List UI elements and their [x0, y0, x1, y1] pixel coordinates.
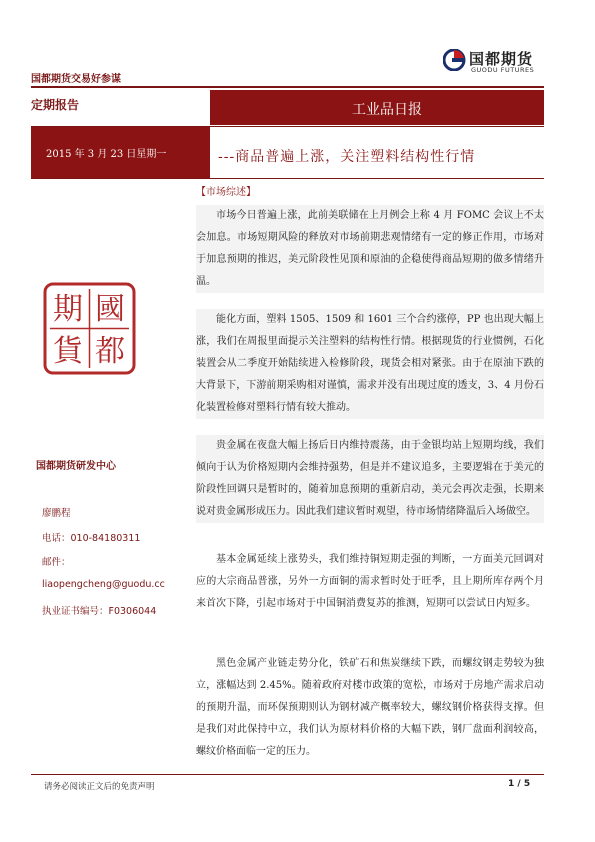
guodu-logo-icon [443, 49, 467, 71]
header-tagline: 国都期货交易好参谋 [31, 74, 121, 85]
report-date: 2015 年 3 月 23 日星期一 [46, 149, 167, 160]
analyst-phone: 电话：010-84180311 [42, 533, 141, 544]
svg-text:期: 期 [53, 292, 83, 327]
report-title: 工业品日报 [352, 102, 422, 118]
header-rule [31, 86, 544, 88]
license-number: 执业证书编号：F0306044 [42, 606, 157, 617]
section-label: 【市场综述】 [196, 187, 256, 198]
analyst-email[interactable]: liaopengcheng@guodu.cc [42, 579, 165, 590]
subtitle-rule [31, 178, 544, 179]
title-band [210, 90, 544, 125]
date-box [31, 127, 210, 178]
research-dept: 国都期货研发中心 [36, 461, 116, 472]
logo-cn-text: 国都期货 [469, 50, 534, 68]
report-subtitle: ---商品普遍上涨，关注塑料结构性行情 [218, 149, 476, 165]
disclaimer-note: 请务必阅读正文后的免责声明 [44, 782, 155, 792]
page-number: 1 / 5 [508, 779, 531, 789]
body-paragraph: 市场今日普遍上涨，此前美联储在上月例会上称 4 月 FOMC 会议上不太会加息。市场短期风险的释放对市场前期悲观情绪有一定的修正作用，市场对于加息预期的推迟，美元阶段性见顶和原油的企稳使得商品短期的做多情绪升温。 [196, 205, 544, 293]
svg-text:都: 都 [95, 334, 125, 369]
report-type: 定期报告 [31, 98, 80, 112]
logo-en-text: GUODU FUTURES [471, 66, 535, 74]
svg-text:貨: 貨 [53, 334, 83, 369]
guodu-logo [443, 47, 573, 77]
analyst-name: 廖鹏程 [42, 508, 71, 519]
body-paragraph: 贵金属在夜盘大幅上扬后日内维持震荡，由于金银均站上短期均线，我们倾向于认为价格短期内会维持强势，但是并不建议追多，主要逻辑在于美元的阶段性回调只是暂时的，随着加息预期的重新启动，美元会再次走强，长期来说对贵金属形成压力。因此我们建议暂时观望，待市场情绪降温后入场做空。 [196, 435, 544, 523]
email-label: 邮件： [42, 557, 71, 568]
footer-rule [31, 774, 544, 775]
company-seal-stamp [42, 281, 137, 376]
body-paragraph: 黑色金属产业链走势分化，铁矿石和焦炭继续下跌，而螺纹钢走势较为独立，涨幅达到 2.45%。随着政府对楼市政策的宽松，市场对于房地产需求启动的预期升温，而环保预期则认为钢材减产概率较大，螺纹钢价格获得支撑。但是我们对此保持中立，我们认为原材料价格的大幅下跌，钢厂盘面利润较高，螺纹价格面临一定的压力。 [196, 658, 544, 757]
body-paragraph: 基本金属延续上涨势头，我们维持铜短期走强的判断，一方面美元回调对应的大宗商品普涨，另外一方面铜的需求暂时处于旺季，且上期所库存两个月来首次下降，引起市场对于中国铜消费复苏的推测，短期可以尝试日内短多。 [196, 554, 544, 609]
body-paragraph: 能化方面，塑料 1505、1509 和 1601 三个合约涨停，PP 也出现大幅上涨，我们在周报里面提示关注塑料的结构性行情。根据现货的行业惯例，石化装置会从二季度开始陆续进入检修阶段，现货会相对紧张。由于在原油下跌的大背景下，下游前期采购相对谨慎，需求并没有出现过度的透支，3、4 月份石化装置检修对塑料行情有较大推动。 [196, 309, 544, 419]
svg-text:國: 國 [95, 292, 125, 327]
